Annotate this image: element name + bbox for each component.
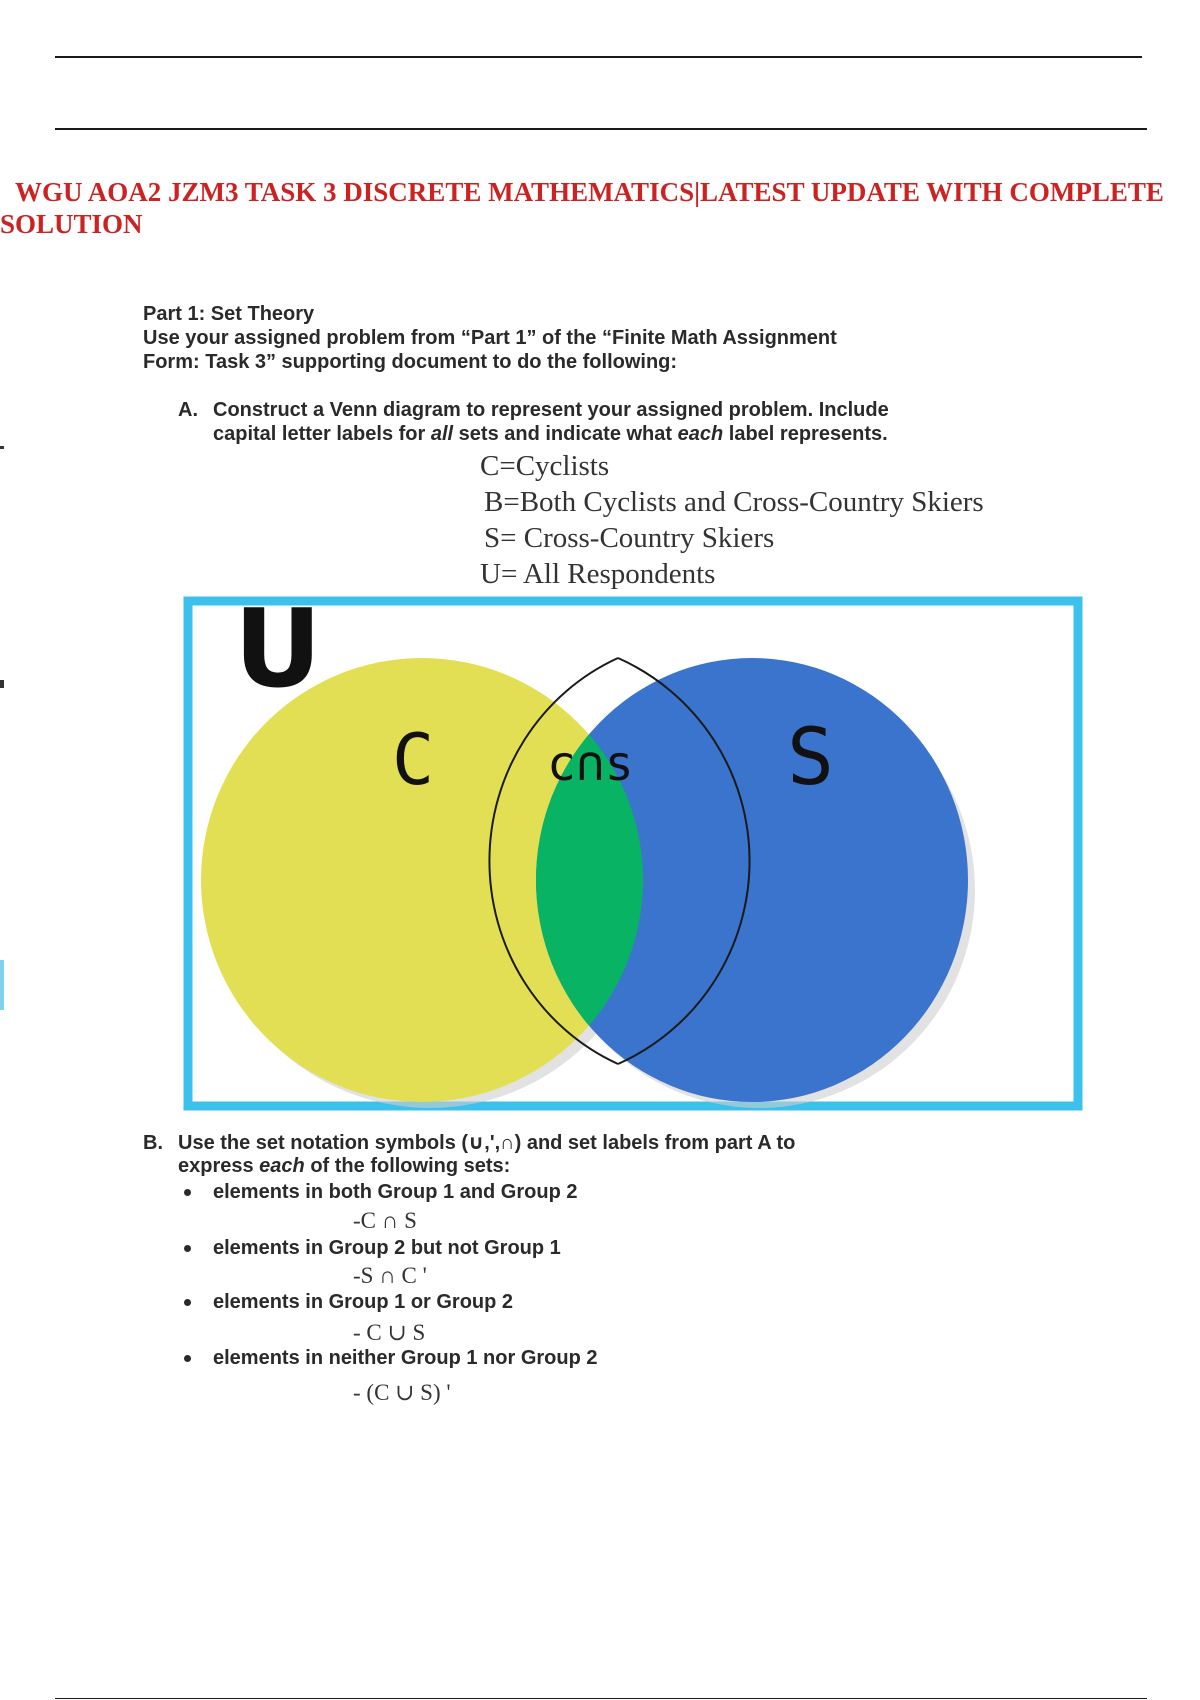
question-text: [213, 398, 889, 446]
intersection-label: c∩s: [547, 736, 634, 792]
question-marker: B.: [143, 1132, 163, 1154]
item-answer: - (C ∪ S) ': [353, 1380, 451, 1405]
title-line: WGU AOA2 JZM3 TASK 3 DISCRETE MATHEMATICS|LATEST UPDATE WITH COMPLETE: [15, 177, 1164, 207]
document-title: [0, 176, 1200, 240]
bullet-icon: [184, 1189, 191, 1196]
bullet-icon: [184, 1299, 191, 1306]
text-run: label represents.: [723, 423, 888, 445]
part-intro: Use your assigned problem from “Part 1” of the “Finite Math Assignment: [143, 327, 837, 349]
emphasis: each: [677, 423, 724, 445]
part-header: [143, 302, 1063, 374]
scan-mark: [0, 960, 4, 1010]
scan-mark: [0, 680, 4, 688]
item-text: elements in neither Group 1 nor Group 2: [213, 1347, 598, 1369]
emphasis: each: [259, 1155, 305, 1177]
question-text: [178, 1132, 795, 1178]
bullet-icon: [184, 1245, 191, 1252]
header-rule: [55, 56, 1142, 58]
legend-item: B=Both Cyclists and Cross-Country Skiers: [484, 486, 984, 518]
bullet-icon: [184, 1355, 191, 1362]
emphasis: all: [430, 423, 454, 445]
text-run: capital letter labels for: [213, 423, 431, 445]
item-text: elements in Group 2 but not Group 1: [213, 1237, 561, 1259]
universe-label: U: [234, 594, 322, 712]
legend-item: C=Cyclists: [480, 450, 610, 482]
legend-item: S= Cross-Country Skiers: [484, 522, 775, 554]
set-c-label: C: [392, 719, 435, 801]
header-rule: [55, 128, 1147, 130]
set-s-label: S: [787, 713, 834, 803]
question-marker: A.: [178, 399, 198, 421]
set-legend: [480, 448, 984, 592]
part-intro: Form: Task 3” supporting document to do the following:: [143, 351, 678, 373]
item-text: elements in Group 1 or Group 2: [213, 1291, 514, 1313]
text-run: of the following sets:: [304, 1155, 511, 1177]
title-line: SOLUTION: [0, 209, 143, 239]
scan-mark: [0, 446, 4, 449]
item-answer: -C ∩ S: [353, 1208, 417, 1233]
item-text: elements in both Group 1 and Group 2: [213, 1181, 578, 1203]
venn-diagram: [182, 594, 1088, 1120]
item-answer: -S ∩ C ': [353, 1263, 427, 1288]
question-line: [178, 1155, 795, 1178]
question-line: Construct a Venn diagram to represent your assigned problem. Include: [213, 399, 889, 421]
item-answer: - C ∪ S: [353, 1320, 426, 1345]
text-run: sets and indicate what: [453, 423, 678, 445]
question-line: [213, 422, 889, 446]
question-line: Use the set notation symbols (∪,',∩) and set labels from part A to: [178, 1132, 796, 1154]
legend-item: U= All Respondents: [480, 558, 716, 590]
part-heading: Part 1: Set Theory: [143, 303, 315, 325]
text-run: express: [178, 1155, 260, 1177]
footer-rule: [55, 1698, 1147, 1699]
